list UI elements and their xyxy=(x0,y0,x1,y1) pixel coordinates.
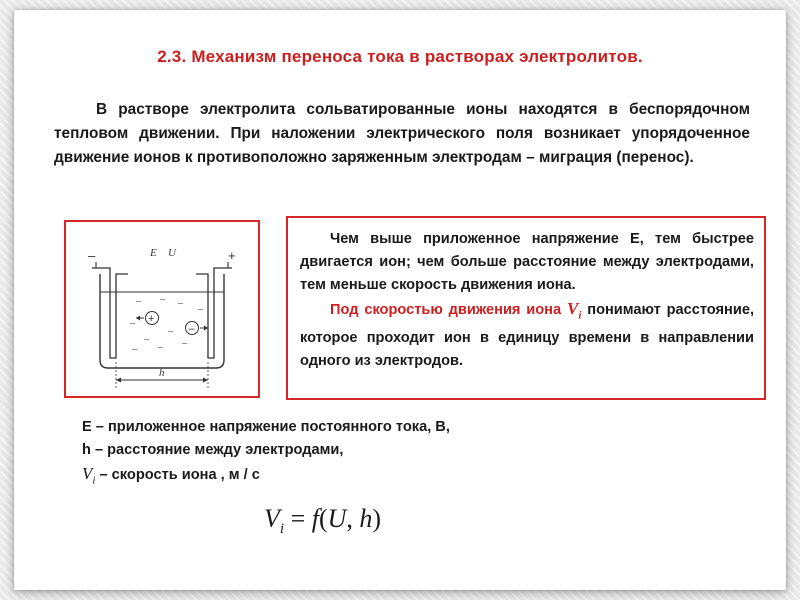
anion-sign: – xyxy=(188,323,195,335)
legend-velocity: $V_i$ – скорость иона , м / с xyxy=(82,464,260,487)
free-charge: – xyxy=(130,318,135,329)
intro-paragraph: В растворе электролита сольватированные ионы находятся в беспорядочном тепловом движении. При наложении электрического поля возникает упорядоченное движение ионов к противоположно заряженным электродам – миграция (перенос). xyxy=(54,101,750,166)
legend-velocity-symbol: $V_i$ xyxy=(82,464,96,487)
minus-terminal-label: – xyxy=(88,248,96,263)
cation-sign: + xyxy=(148,313,155,325)
slide-title: 2.3. Механизм переноса тока в растворах электролитов. xyxy=(157,47,643,66)
symbols-legend xyxy=(82,416,682,492)
free-charge: – xyxy=(168,326,173,337)
slide xyxy=(14,10,786,590)
free-charge: – xyxy=(158,342,163,353)
legend-voltage: E – приложенное напряжение постоянного тока, В, xyxy=(82,419,450,435)
distance-h-label: h xyxy=(159,367,165,379)
voltage-e-label: E xyxy=(150,247,157,259)
free-charge: – xyxy=(160,294,165,305)
definition-box xyxy=(286,216,766,400)
diagram-svg xyxy=(66,222,258,396)
velocity-definition xyxy=(300,297,754,373)
free-charge: – xyxy=(144,334,149,345)
free-charge: – xyxy=(136,296,141,307)
velocity-formula: $V_i = f(U$, h) xyxy=(264,504,382,538)
free-charge: – xyxy=(132,344,137,355)
vessel-outline xyxy=(100,274,224,368)
electrolysis-diagram xyxy=(64,220,260,398)
definition-lead: Под скоростью движения иона xyxy=(330,302,562,318)
definition-rest: понимают расстояние, которое проходит ион в единицу времени в направлении одного из электродов. xyxy=(300,302,754,370)
cation-arrow xyxy=(136,316,140,321)
velocity-symbol: $V_i$ xyxy=(566,299,582,322)
plus-terminal-label: + xyxy=(228,248,236,263)
free-charge: – xyxy=(178,298,183,309)
free-charge: – xyxy=(182,338,187,349)
legend-distance: h – расстояние между электродами, xyxy=(82,442,344,458)
free-charge: – xyxy=(198,304,203,315)
voltage-u-label: U xyxy=(168,247,176,259)
left-electrode xyxy=(92,268,128,358)
velocity-dependence-text: Чем выше приложенное напряжение E, тем быстрее двигается ион; чем больше расстояние между электродами, тем меньше скорость движения иона. xyxy=(300,231,754,293)
